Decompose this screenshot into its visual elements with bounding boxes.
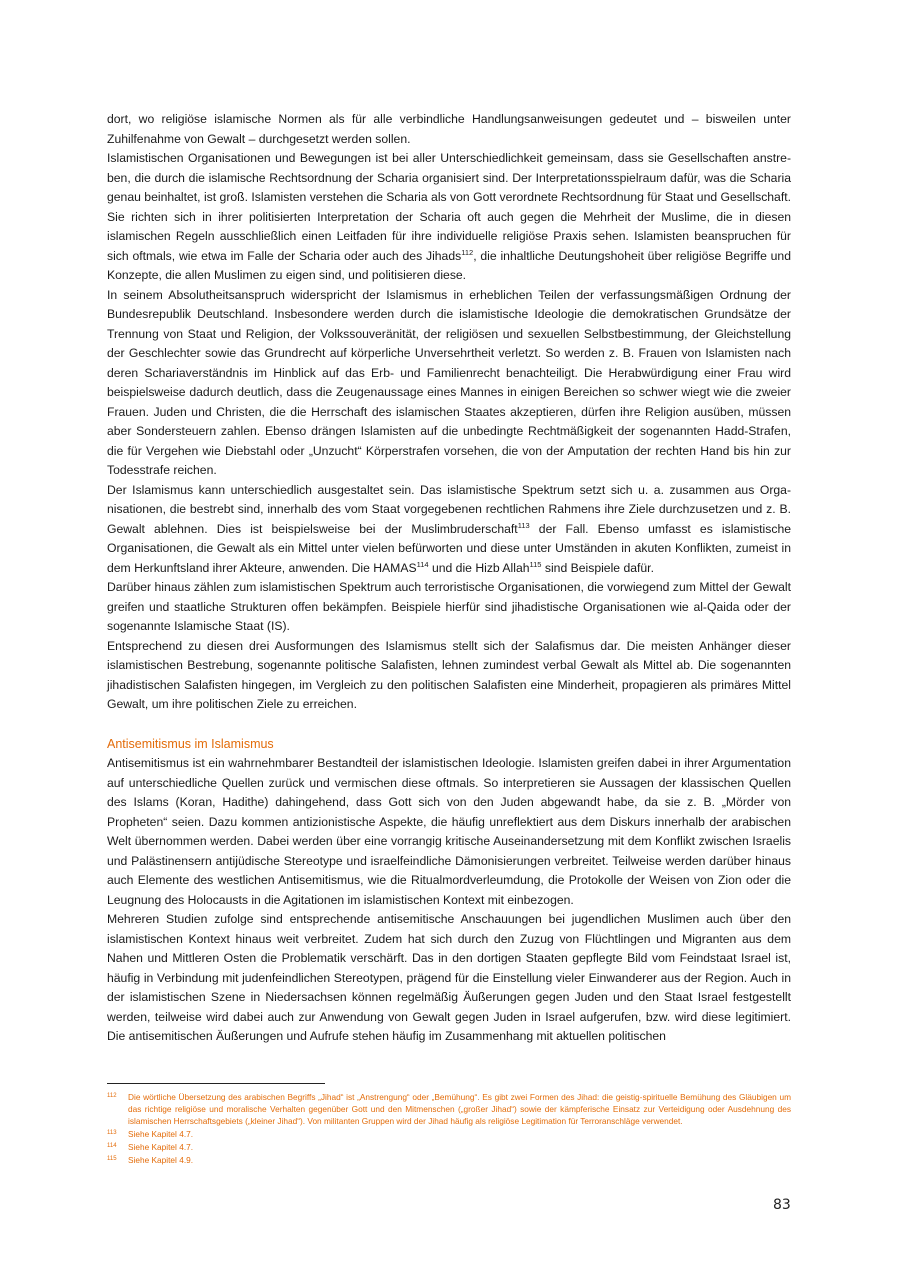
footnote-divider: [107, 1083, 325, 1084]
footnote-number: 115: [107, 1156, 117, 1163]
footnote-112: [107, 1092, 791, 1127]
footnotes: [107, 1092, 791, 1169]
footnote-number: 114: [107, 1143, 117, 1150]
footnote-number: 112: [107, 1093, 117, 1099]
footnote-text: Siehe Kapitel 4.7.: [128, 1142, 194, 1153]
paragraph-5: Darüber hinaus zählen zum islamistischen Spektrum auch terroristische Organisationen, die vorwiegend zum Mittel der Gewalt greifen und staatliche Strukturen offen bekämpfen. Beispiele hierfür sind jihadistische Organisationen wie al-Qaida oder der sogenannte Islamische Staat (IS).: [107, 580, 791, 633]
paragraph-3: In seinem Absolutheitsanspruch widerspricht der Islamismus in erheblichen Teilen der verfassungsmäßigen Ordnung der Bundesrepublik Deutschland. Insbesondere werden durch die islamistische Ideologie die demokratischen Grundsätze der Trennung von Staat und Religion, der Volkssouveränität, der religiösen und sexuellen Selbstbestimmung, der Gleichstellung der Geschlechter sowie das Grundrecht auf körperliche Unversehrtheit verletzt. So werden z. B. Frauen von Islamisten nach deren Schariaverständnis im Hinblick auf das Erb- und Familienrecht benachteiligt. Die Herabwürdigung einer Frau wird beispielsweise dadurch deutlich, dass die Zeugenaussage eines Mannes in einigen Bereichen so schwer wiegt wie die zweier Frauen. Juden und Christen, die die Herrschaft des islamischen Staates akzeptieren, dürfen ihre Religion ausüben, müssen aber Sondersteuern zahlen. Ebenso drängen Islamisten auf die unbedingte Rechtmäßigkeit der sogenannten Hadd-Strafen, die für Vergehen wie Diebstahl oder „Unzucht“ Körperstrafen vorsehen, die von der Amputation der rechten Hand bis hin zur Todesstrafe reichen.: [107, 287, 791, 477]
footnote-number: 113: [107, 1129, 117, 1136]
footnote-text: Siehe Kapitel 4.7.: [128, 1128, 194, 1139]
paragraph-7: Antisemitismus ist ein wahrnehmbarer Bestandteil der islamistischen Ideologie. Islamisten greifen dabei in ihrer Argumentation auf unterschiedliche Quellen zurück und vermischen diese oftmals. So interpretieren sie Aussagen der klassischen Quellen des Islams (Koran, Hadithe) dahingehend, dass Gott sich von den Juden abgewandt habe, da sie z. B. „Mörder von Propheten“ seien. Dazu kommen antizionistische Aspekte, die häufig unreflektiert aus dem Diskurs innerhalb der arabischen Welt übernommen werden. Dabei werden über eine vorrangig kritische Auseinandersetzung mit dem Konflikt zwischen Israelis und Palästinensern antijüdische Stereotype und israelfeindliche Dämonisierungen verbreitet. Teilweise werden darüber hinaus auch Elemente des westlichen Antisemitismus, wie die Ritualmordverleumdung, die Protokolle der Weisen von Zion oder die Leugnung des Holocausts in die Agitationen im islamistischen Kontext mit einbezogen.: [107, 756, 791, 907]
paragraph-4-text-a: Der Islamismus kann unterschiedlich ausgestaltet sein. Das islamistische Spektrum setzt sich u. a. zusammen aus Organisationen, die bestrebt sind, innerhalb des vom Staat vorgegebenen rechtlichen Rahmens ihre Ziele durchzusetzen und z. B. Gewalt ablehnen. Dies ist beispielsweise bei der Muslimbruderschaft: [107, 482, 791, 536]
paragraph-2-text-a: Islamistischen Organisationen und Bewegungen ist bei aller Unterschiedlichkeit gemeinsam, dass sie Gesellschaften anstreben, die durch die islamische Rechtsordnung der Scharia organisiert sind. Der Interpretationsspielraum dafür, was die Scharia genau beinhaltet, ist groß. Islamisten verstehen die Scharia als von Gott verordnete Rechtsordnung für Staat und Gesellschaft. Sie richten sich in ihrer politisierten Interpretation der Scharia oft auch gegen die Mehrheit der Muslime, die in diesen islamischen Regeln ausschließlich einen Leitfaden für ihre individuelle religiöse Praxis sehen. Islamisten beanspruchen für sich oftmals, wie etwa im Falle der Scharia oder auch des Jihads: [107, 151, 791, 263]
footnote-ref-113[interactable]: 113: [517, 520, 530, 530]
paragraph-4-text-b: der Fall. Ebenso umfasst es islamistische Organisationen, die Gewalt als ein Mittel unter vielen befürworten und diese unter Umständen in akuten Konflikten, zumeist in dem Herkunftsland ihrer Akteure, anwenden. Die HAMAS: [107, 521, 791, 575]
section-heading: Antisemitismus im Islamismus: [107, 736, 274, 751]
paragraph-4-text-c: und die Hizb Allah: [428, 560, 530, 575]
footnote-115: [107, 1155, 791, 1167]
paragraph-2-text-b: , die inhaltliche Deutungshoheit über religiöse Begriffe und Konzepte, die allen Muslimen zu eigen sind, und politisieren diese.: [107, 248, 791, 282]
page-number: 83: [773, 1197, 791, 1213]
paragraph-1: dort, wo religiöse islamische Normen als für alle verbindliche Handlungsanweisungen gedeutet und – bisweilen unter Zuhilfenahme von Gewalt – durchgesetzt werden sollen.: [107, 112, 791, 146]
main-text: [107, 110, 791, 1047]
paragraph-4: [107, 481, 791, 579]
footnote-114: [107, 1142, 791, 1154]
paragraph-2: [107, 149, 791, 286]
footnote-text: Siehe Kapitel 4.9.: [128, 1155, 194, 1166]
paragraph-4-text-d: sind Beispiele dafür.: [541, 560, 654, 575]
footnote-ref-115[interactable]: 115: [529, 559, 542, 569]
footnote-113: [107, 1129, 791, 1141]
footnote-ref-112[interactable]: 112: [461, 247, 474, 257]
paragraph-8: Mehreren Studien zufolge sind entsprechende antisemitische Anschauungen bei jugendlichen Muslimen auch über den islamistischen Kontext hinaus weit verbreitet. Zudem hat sich durch den Zuzug von Flüchtlingen und Migranten aus dem Nahen und Mittleren Osten die Problematik verschärft. Das in den dortigen Staaten gepflegte Bild vom Feindstaat Israel ist, häufig in Verbindung mit judenfeindlichen Stereotypen, prägend für die Einstellung vieler Einwanderer aus der Region. Auch in der islamistischen Szene in Niedersachsen können regelmäßig Äußerungen gegen Juden und den Staat Israel festgestellt werden, teilweise wird dabei auch zur Anwendung von Gewalt gegen Juden in Israel aufgerufen, bzw. wird diese legitimiert. Die antisemitischen Äußerungen und Aufrufe stehen häufig im Zusammenhang mit aktuellen politischen: [107, 912, 791, 1043]
footnote-text: Die wörtliche Übersetzung des arabischen Begriffs „Jihad“ ist „Anstrengung“ oder „Bemühung“. Es gibt zwei Formen des Jihad: die geistig-spirituelle Bemühung des Gläubigen um das richtige religiöse und moralische Verhalten gegenüber Gott und den Mitmenschen („großer Jihad“) sowie der kämpferische Einsatz zur Verteidigung oder Ausdehnung des islamischen Herrschaftsgebiets („kleiner Jihad“). Von militanten Gruppen wird der Jihad häufig als religiöse Legitimation für Terroranschläge verwendet.: [128, 1092, 791, 1126]
paragraph-6: Entsprechend zu diesen drei Ausformungen des Islamismus stellt sich der Salafismus dar. Die meisten Anhänger dieser islamistischen Bestrebung, sogenannte politische Salafisten, lehnen zumindest verbal Gewalt als Mittel ab. Die sogenannten jihadistischen Salafisten hingegen, im Vergleich zu den politischen Salafisten eine Minderheit, propagieren als primäres Mittel Gewalt, um ihre politischen Ziele zu erreichen.: [107, 638, 791, 711]
footnote-ref-114[interactable]: 114: [416, 559, 429, 569]
